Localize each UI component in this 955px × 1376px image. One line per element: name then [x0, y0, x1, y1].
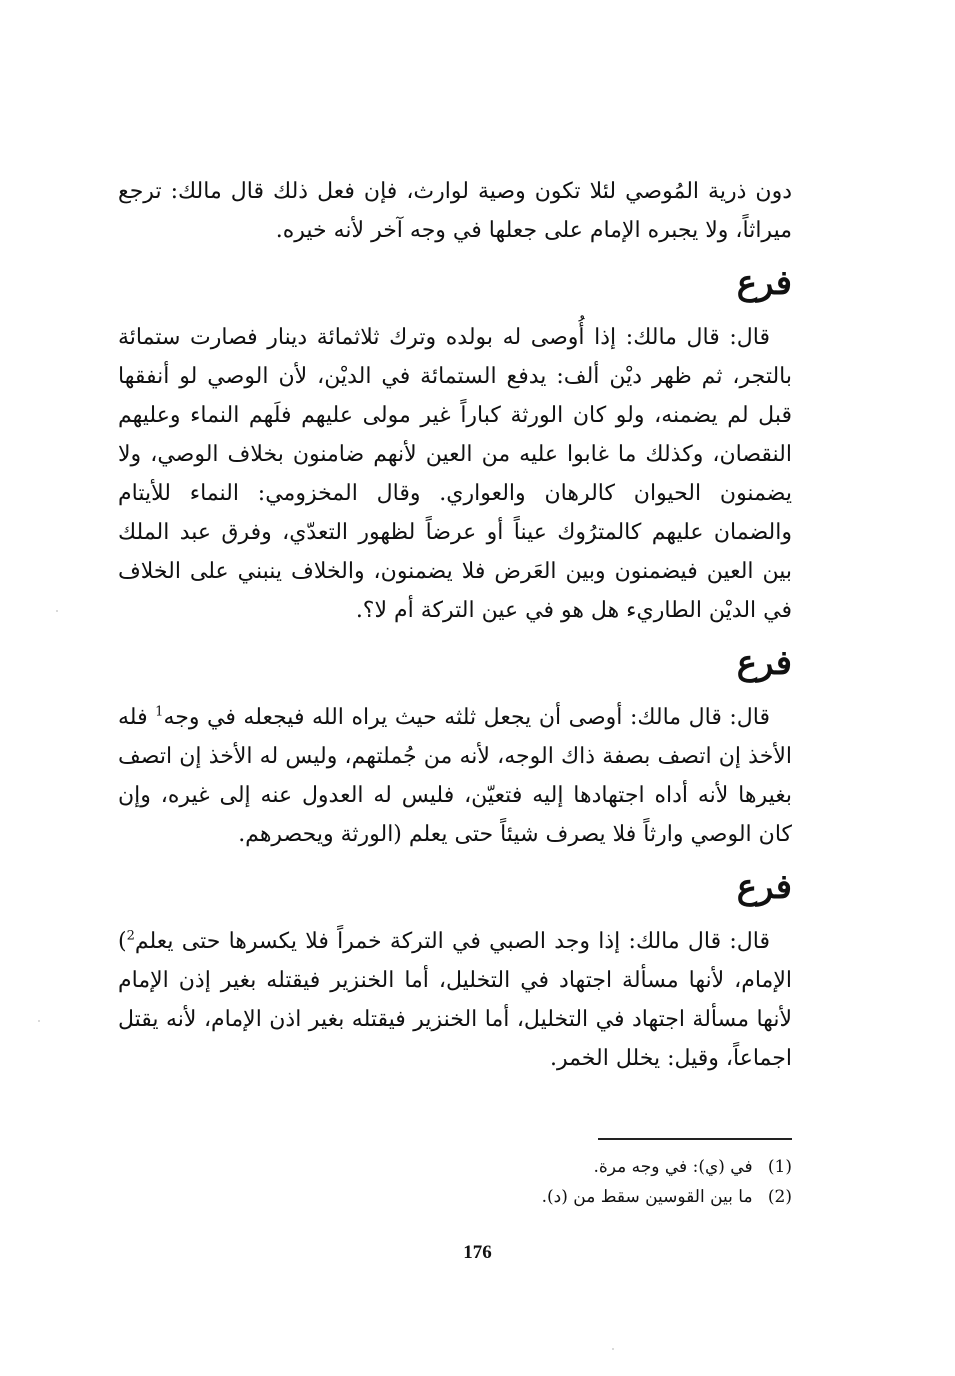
section-heading-2: فرع [736, 643, 792, 683]
scan-speck [38, 1020, 40, 1022]
paragraph-1 [118, 172, 792, 250]
paragraph-4-text-after: ) الإمام، لأنها مسألة اجتهاد في التخليل، أما الخنزير فيقتله بغير إذن الإمام لأنها مسألة اجتهاد في التخليل، أما الخنزير فيقتله بغير اذن الإمام، لأنه يقتل اجماعاً، وقيل: يخلل الخمر. [118, 929, 792, 1071]
paragraph-3-text-after: فله الأخذ إن اتصف بصفة ذاك الوجه، لأنه من جُملتهم، وليس له الأخذ إن اتصف بغيرها لأنه أداه اجتهادها إليه فتعيّن، فليس له العدول عنه إلى غيره، وإن كان الوصي وارثاً فلا يصرف شيئاً حتى يعلم (الورثة ويحصرهم. [118, 705, 792, 847]
footnote-2-number: (2) [767, 1187, 792, 1207]
paragraph-3 [118, 698, 792, 854]
paragraph-4-text-before: قال: قال مالك: إذا وجد الصبي في التركة خمراً فلا يكسرها حتى يعلم [134, 929, 770, 954]
paragraph-3-text-before: قال: قال مالك: أوصى أن يجعل ثلثه حيث يراه الله فيجعله في وجه [163, 705, 770, 730]
paragraph-4 [118, 922, 792, 1078]
footnote-separator [598, 1138, 792, 1140]
footnote-2 [320, 1182, 792, 1212]
section-heading-1: فرع [736, 263, 792, 303]
page-number: 176 [463, 1242, 492, 1263]
footnote-1-text: في (ي): في وجه مرة. [593, 1157, 753, 1177]
footnote-1 [320, 1152, 792, 1182]
paragraph-1-text: دون ذرية المُوصي لئلا تكون وصية لوارث، فإن فعل ذلك قال مالك: ترجع ميراثاً، ولا يجبره الإمام على جعلها في وجه آخر لأنه خيره. [118, 179, 792, 243]
footnote-1-number: (1) [767, 1157, 792, 1177]
main-text-body [118, 172, 792, 1078]
scan-speck [612, 1348, 614, 1350]
paragraph-2 [118, 318, 792, 630]
footnote-ref-1: 1 [155, 704, 164, 720]
paragraph-2-text: قال: قال مالك: إذا أُوصى له بولده وترك ثلاثمائة دينار فصارت ستمائة بالتجر، ثم ظهر ديْن ألف: يدفع الستمائة في الديْن، لأن الوصي لو أنفقها قبل لم يضمنه، ولو كان الورثة كباراً غير مولى عليهم فلَهم النماء وعليهم النقصان، وكذلك ما غابوا عليه من العين لأنهم ضامنون بخلاف الوصي، ولا يضمنون الحيوان كالرهان والعواري. وقال المخزومي: النماء للأيتام والضمان عليهم كالمترُوك عيناً أو عرضاً لظهور التعدّي، وفرق عبد الملك بين العين فيضمنون وبين العَرض فلا يضمنون، والخلاف ينبني على الخلاف في الديْن الطاريء هل هو في عين التركة أم لا؟. [118, 325, 792, 623]
footnotes [320, 1152, 792, 1212]
scan-speck [56, 610, 58, 612]
footnote-2-text: ما بين القوسين سقط من (د). [541, 1187, 753, 1207]
footnote-ref-2: 2 [126, 928, 135, 944]
section-heading-3: فرع [736, 867, 792, 907]
